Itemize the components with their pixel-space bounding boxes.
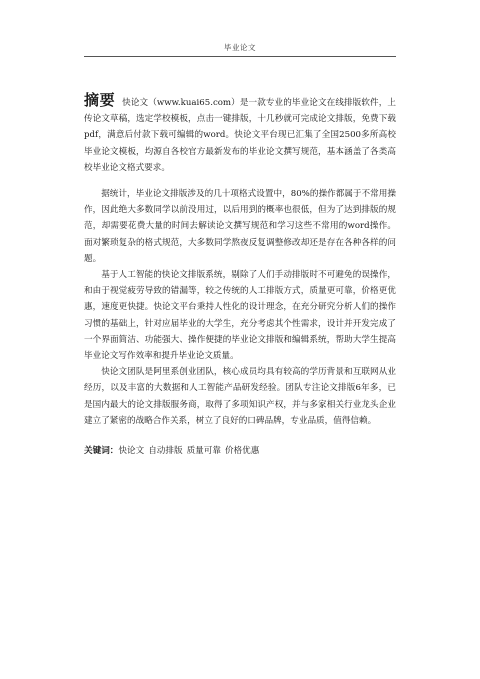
body-paragraph-3: 快论文团队是阿里系创业团队，核心成员均具有较高的学历背景和互联网从业经历，以及丰富的大数据和人工智能产品研发经验。团队专注论文排版6年多，已是国内最大的论文排版服务商，取得了多项知识产权，并与多家相关行业龙头企业建立了紧密的战略合作关系，树立了良好的口碑品牌，专业品质，值得信赖。 bbox=[84, 367, 396, 426]
body-paragraph-2: 基于人工智能的快论文排版系统，剔除了人们手动排版时不可避免的误操作，和由于视觉疲劳导致的错漏等，较之传统的人工排版方式，质量更可靠，价格更优惠，速度更快捷。快论文平台秉持人性化的设计理念，在充分研究分析人们的操作习惯的基础上，针对应届毕业的大学生，充分考虑其个性需求，设计并开发完成了一个界面简洁、功能强大、操作便捷的毕业论文排版和编辑系统，帮助大学生提高毕业论文写作效率和提升毕业论文质量。 bbox=[84, 270, 396, 362]
page-content bbox=[84, 92, 396, 459]
keyword-item: 快论文 bbox=[118, 446, 145, 457]
keywords-label: 关键词： bbox=[84, 446, 119, 457]
keyword-item: 质量可靠 bbox=[186, 446, 221, 457]
abstract-heading: 摘要 bbox=[84, 91, 116, 109]
body-paragraph-1: 据统计，毕业论文排版涉及的几十项格式设置中，80%的操作都属于不常用操作，因此绝大多数同学以前没用过，以后用到的概率也很低，但为了达到排版的规范，却需要花费大量的时间去解读论文撰写规范和学习这些不常用的word操作。面对繁琐复杂的格式规范，大多数同学熬夜反复调整修改却还是存在各种各样的问题。 bbox=[84, 189, 396, 264]
keyword-item: 价格优惠 bbox=[224, 446, 260, 457]
abstract-paragraph bbox=[84, 92, 396, 176]
keyword-item: 自动排版 bbox=[148, 446, 183, 457]
abstract-text: 快论文（www.kuai65.com）是一款专业的毕业论文在线排版软件，上传论文草稿，选定学校模板，点击一键排版，十几秒就可完成论文排版，免费下载pdf，满意后付款下载可编辑的word。快论文平台现已汇集了全国2500多所高校毕业论文模板，均源自各校官方最新发布的毕业论文撰写规范，基本涵盖了各类高校毕业论文格式要求。 bbox=[84, 98, 396, 173]
keywords-line bbox=[84, 443, 396, 459]
header-rule bbox=[84, 56, 396, 57]
running-header: 毕业论文 bbox=[224, 43, 256, 52]
